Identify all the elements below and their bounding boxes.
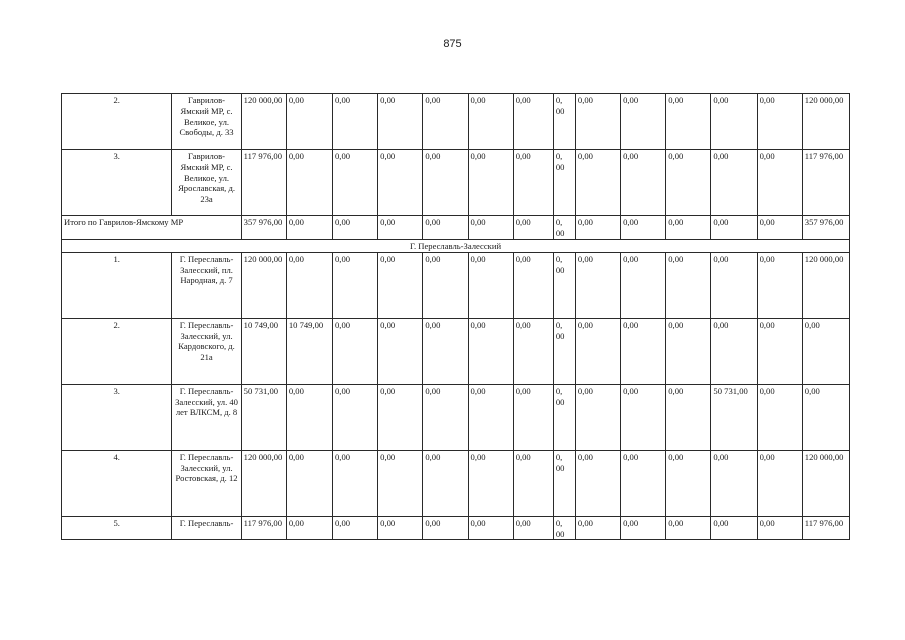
value-cell: 0,00 [575, 318, 620, 384]
value-cell: 0,00 [711, 150, 757, 216]
value-cell: 0,00 [333, 384, 378, 450]
value-cell: 0,00 [621, 318, 666, 384]
row-number: 4. [62, 450, 172, 516]
value-cell: 0,00 [575, 150, 620, 216]
value-cell: 357 976,00 [241, 216, 286, 240]
value-cell: 0,00 [423, 384, 468, 450]
budget-table [61, 93, 850, 540]
value-cell: 0,00 [468, 318, 513, 384]
value-cell: 0,00 [286, 516, 332, 540]
value-cell: 117 976,00 [802, 516, 849, 540]
value-cell: 0,00 [378, 216, 423, 240]
value-cell: 0,00 [666, 450, 711, 516]
section-header: Г. Переславль-Залесский [62, 240, 850, 253]
value-cell: 0,00 [513, 216, 553, 240]
value-cell: 0,00 [513, 384, 553, 450]
value-cell: 0,00 [423, 318, 468, 384]
value-cell: 0,00 [378, 252, 423, 318]
value-cell: 120 000,00 [241, 252, 286, 318]
value-cell: 0,00 [621, 94, 666, 150]
table-body [62, 94, 850, 540]
value-cell: 120 000,00 [802, 450, 849, 516]
value-cell: 0,00 [757, 216, 802, 240]
value-cell: 0,00 [333, 252, 378, 318]
value-cell: 0,00 [757, 516, 802, 540]
value-cell: 0,00 [666, 318, 711, 384]
value-cell: 0,00 [468, 216, 513, 240]
value-cell: 0,00 [575, 94, 620, 150]
value-cell: 0,00 [621, 384, 666, 450]
value-cell: 0,00 [378, 150, 423, 216]
row-number: 5. [62, 516, 172, 540]
value-cell: 0,00 [757, 384, 802, 450]
value-cell: 0,00 [575, 216, 620, 240]
table-row [62, 450, 850, 516]
value-cell: 0,00 [513, 94, 553, 150]
value-cell: 50 731,00 [711, 384, 757, 450]
value-cell: 117 976,00 [241, 150, 286, 216]
value-cell: 0,00 [802, 384, 849, 450]
value-cell: 0,00 [513, 150, 553, 216]
value-cell: 0,00 [333, 150, 378, 216]
value-cell: 0,00 [333, 516, 378, 540]
value-cell: 0,00 [513, 252, 553, 318]
value-cell: 0,00 [711, 94, 757, 150]
value-cell: 0,00 [333, 450, 378, 516]
value-cell: 0,00 [666, 150, 711, 216]
value-cell: 0,00 [513, 516, 553, 540]
table-row [62, 252, 850, 318]
value-cell: 0,00 [378, 384, 423, 450]
page-number: 875 [443, 38, 462, 50]
row-number: 3. [62, 384, 172, 450]
value-cell: 0,00 [711, 516, 757, 540]
value-cell: 120 000,00 [802, 252, 849, 318]
row-number: 2. [62, 318, 172, 384]
value-cell: 357 976,00 [802, 216, 849, 240]
table-row [62, 94, 850, 150]
value-cell: 0,00 [575, 450, 620, 516]
value-cell: 0,00 [757, 252, 802, 318]
value-cell: 0,00 [802, 318, 849, 384]
table-row [62, 318, 850, 384]
value-cell: 0,00 [286, 252, 332, 318]
value-cell: 0,00 [468, 150, 513, 216]
value-cell: 0,00 [757, 94, 802, 150]
row-number: 3. [62, 150, 172, 216]
value-cell: 0,00 [621, 216, 666, 240]
value-cell: 0,00 [575, 384, 620, 450]
value-cell: 0,00 [378, 318, 423, 384]
value-cell: 50 731,00 [241, 384, 286, 450]
value-cell: 0,00 [757, 318, 802, 384]
address-cell: Гаврилов-Ямский МР, с. Великое, ул. Ярославская, д. 23а [172, 150, 241, 216]
value-cell: 0,00 [423, 450, 468, 516]
value-cell: 120 000,00 [241, 450, 286, 516]
value-cell: 0,00 [423, 516, 468, 540]
value-cell: 0,00 [621, 252, 666, 318]
value-cell: 0,00 [423, 150, 468, 216]
value-cell: 0,00 [575, 516, 620, 540]
row-number: 1. [62, 252, 172, 318]
value-cell: 0,00 [757, 150, 802, 216]
value-cell: 0,00 [711, 450, 757, 516]
value-cell: 0,00 [378, 94, 423, 150]
value-cell: 0, 00 [553, 450, 575, 516]
value-cell: 0,00 [666, 216, 711, 240]
value-cell: 0,00 [666, 384, 711, 450]
value-cell: 0,00 [423, 216, 468, 240]
value-cell: 0, 00 [553, 318, 575, 384]
value-cell: 0,00 [468, 252, 513, 318]
address-cell: Г. Переславль-Залесский, ул. Ростовская, д. 12 [172, 450, 241, 516]
value-cell: 0,00 [621, 150, 666, 216]
value-cell: 0,00 [666, 252, 711, 318]
value-cell: 0,00 [286, 450, 332, 516]
value-cell: 0,00 [468, 384, 513, 450]
value-cell: 0, 00 [553, 384, 575, 450]
value-cell: 117 976,00 [802, 150, 849, 216]
value-cell: 0,00 [711, 252, 757, 318]
value-cell: 0,00 [286, 94, 332, 150]
value-cell: 0,00 [666, 94, 711, 150]
value-cell: 0,00 [286, 216, 332, 240]
value-cell: 0,00 [333, 94, 378, 150]
table-row [62, 384, 850, 450]
value-cell: 0,00 [378, 450, 423, 516]
total-row [62, 216, 850, 240]
value-cell: 0,00 [468, 450, 513, 516]
table-row [62, 150, 850, 216]
value-cell: 120 000,00 [241, 94, 286, 150]
value-cell: 0,00 [333, 216, 378, 240]
value-cell: 0,00 [513, 450, 553, 516]
value-cell: 0,00 [468, 94, 513, 150]
value-cell: 0, 00 [553, 94, 575, 150]
value-cell: 0, 00 [553, 150, 575, 216]
address-cell: Г. Переславль- [172, 516, 241, 540]
address-cell: Г. Переславль-Залесский, ул. Кардовского, д. 21а [172, 318, 241, 384]
value-cell: 0,00 [378, 516, 423, 540]
address-cell: Г. Переславль-Залесский, пл. Народная, д. 7 [172, 252, 241, 318]
value-cell: 0,00 [711, 318, 757, 384]
value-cell: 0,00 [621, 516, 666, 540]
value-cell: 10 749,00 [286, 318, 332, 384]
address-cell: Гаврилов-Ямский МР, с. Великое, ул. Свободы, д. 33 [172, 94, 241, 150]
total-label: Итого по Гаврилов-Ямскому МР [62, 216, 242, 240]
address-cell: Г. Переславль-Залесский, ул. 40 лет ВЛКСМ, д. 8 [172, 384, 241, 450]
value-cell: 0,00 [621, 450, 666, 516]
value-cell: 117 976,00 [241, 516, 286, 540]
value-cell: 0, 00 [553, 516, 575, 540]
value-cell: 0,00 [757, 450, 802, 516]
value-cell: 0,00 [666, 516, 711, 540]
value-cell: 0,00 [575, 252, 620, 318]
value-cell: 0,00 [333, 318, 378, 384]
value-cell: 0,00 [468, 516, 513, 540]
value-cell: 0, 00 [553, 216, 575, 240]
value-cell: 0, 00 [553, 252, 575, 318]
value-cell: 0,00 [286, 384, 332, 450]
value-cell: 10 749,00 [241, 318, 286, 384]
section-row [62, 240, 850, 253]
value-cell: 0,00 [423, 252, 468, 318]
table-row [62, 516, 850, 540]
value-cell: 0,00 [711, 216, 757, 240]
value-cell: 0,00 [286, 150, 332, 216]
value-cell: 0,00 [423, 94, 468, 150]
row-number: 2. [62, 94, 172, 150]
value-cell: 120 000,00 [802, 94, 849, 150]
value-cell: 0,00 [513, 318, 553, 384]
